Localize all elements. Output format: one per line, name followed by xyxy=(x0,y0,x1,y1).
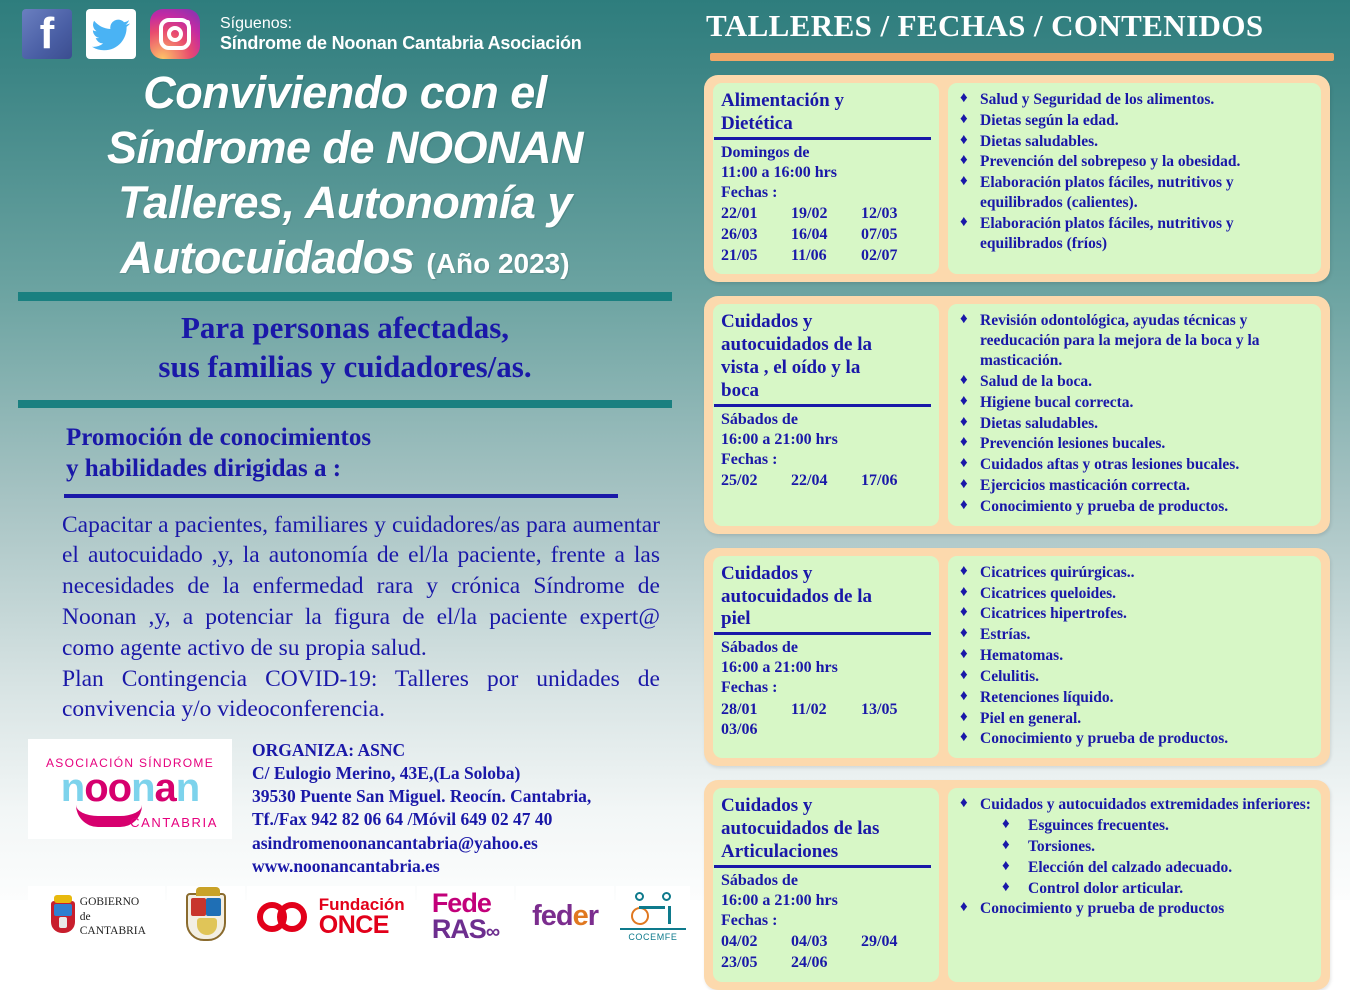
workshop-date: 13/05 xyxy=(861,700,898,718)
workshop-schedule xyxy=(721,871,931,931)
workshop-dates-label: Fechas : xyxy=(721,911,778,929)
title-line-4 xyxy=(14,231,676,286)
workshop-content-item: ♦ Cuidados y autocuidados extremidades inferiores: xyxy=(952,795,1315,815)
workshop-title-line: Cuidados y xyxy=(721,795,813,817)
workshop-schedule xyxy=(721,410,931,470)
workshop-title-underline xyxy=(714,137,931,140)
workshop-content-item: ♦ Dietas según la edad. xyxy=(952,111,1315,131)
workshop-title xyxy=(721,311,931,402)
workshop-dates xyxy=(721,700,931,742)
facebook-f-glyph: f xyxy=(39,9,55,58)
right-column xyxy=(690,0,1350,971)
cocemfe-text: COCEMFE xyxy=(620,928,686,942)
workshop-date: 25/02 xyxy=(721,472,758,490)
workshop-schedule xyxy=(721,638,931,698)
social-bar xyxy=(0,0,690,62)
workshop-content-list xyxy=(952,795,1315,919)
organizer-line-1: ORGANIZA: ASNC xyxy=(252,740,406,761)
workshop-title xyxy=(721,795,931,863)
workshop-content-item: ♦ Cicatrices hipertrofes. xyxy=(952,604,1315,624)
workshop-day: Sábados de xyxy=(721,410,798,428)
workshop-day: Domingos de xyxy=(721,143,810,161)
workshop-date xyxy=(861,953,931,974)
promo-line-2: y habilidades dirigidas a : xyxy=(66,455,342,483)
workshop-hours: 16:00 a 21:00 hrs xyxy=(721,659,838,677)
social-account-name: Síndrome de Noonan Cantabria Asociación xyxy=(220,32,582,53)
once-text xyxy=(319,896,405,938)
title-year: (Año 2023) xyxy=(426,247,570,279)
cantabria-shield-icon xyxy=(51,901,75,933)
subtitle-line-2: sus familias y cuidadores/as. xyxy=(158,348,532,384)
organizer-line-4: Tf./Fax 942 82 06 64 /Móvil 649 02 47 40 xyxy=(252,809,553,830)
title-line-2: Síndrome de NOONAN xyxy=(106,121,584,173)
workshop-title-line: piel xyxy=(721,608,751,630)
workshop-card xyxy=(704,548,1330,766)
workshop-content-item: ♦ Dietas saludables. xyxy=(952,414,1315,434)
title-line-3: Talleres, Autonomía y xyxy=(118,176,572,228)
workshop-content-item: ♦ Cuidados aftas y otras lesiones bucales. xyxy=(952,455,1315,475)
organizer-block xyxy=(0,725,690,878)
workshop-content-list xyxy=(952,563,1315,749)
workshop-date xyxy=(791,720,861,741)
workshop-content-item: ♦ Ejercicios masticación correcta. xyxy=(952,476,1315,496)
cocemfe-logo xyxy=(616,886,690,948)
workshop-date-row xyxy=(721,720,931,741)
workshop-date: 23/05 xyxy=(721,953,758,971)
page-title xyxy=(0,62,690,286)
instagram-lens xyxy=(167,26,183,42)
workshop-content-item: ♦ Elección del calzado adecuado. xyxy=(952,858,1315,878)
workshop-content-item: ♦ Celulitis. xyxy=(952,667,1315,687)
workshop-content-item: ♦ Elaboración platos fáciles, nutritivos y equilibrados (calientes). xyxy=(952,173,1315,213)
workshop-date: 29/04 xyxy=(861,933,898,951)
facebook-icon[interactable] xyxy=(22,9,72,59)
workshop-content-item: ♦ Elaboración platos fáciles, nutritivos y equilibrados (fríos) xyxy=(952,214,1315,254)
workshop-dates-label: Fechas : xyxy=(721,183,778,201)
footer-logos xyxy=(0,878,690,948)
promo-line-1: Promoción de conocimientos xyxy=(66,423,372,451)
instagram-icon[interactable] xyxy=(150,9,200,59)
workshop-date: 22/04 xyxy=(791,472,828,490)
workshop-date-row xyxy=(721,471,931,492)
federas-line-1: Fede xyxy=(431,888,491,919)
workshop-content-item: ♦ Estrías. xyxy=(952,625,1315,645)
once-line-1: Fundación xyxy=(318,894,405,914)
workshop-date: 11/06 xyxy=(791,246,827,264)
workshop-content-item: ♦ Salud de la boca. xyxy=(952,372,1315,392)
logo-top-text: ASOCIACIÓN SÍNDROME xyxy=(45,756,215,771)
workshop-content-item: ♦ Retenciones líquido. xyxy=(952,688,1315,708)
feder-logo xyxy=(516,886,614,948)
workshop-title-line: vista , el oído y la xyxy=(721,357,861,379)
escudo-logo xyxy=(167,886,245,948)
workshop-date: 02/07 xyxy=(861,246,898,264)
workshop-title-line: boca xyxy=(721,379,759,401)
workshop-date: 19/02 xyxy=(791,205,828,223)
workshop-date: 28/01 xyxy=(721,700,758,718)
workshop-date: 04/02 xyxy=(721,933,758,951)
workshop-card-contents xyxy=(948,83,1321,274)
federas-text xyxy=(431,888,500,944)
workshop-date: 17/06 xyxy=(861,472,898,490)
workshop-dates xyxy=(721,471,931,492)
workshop-content-item: ♦ Cicatrices quirúrgicas.. xyxy=(952,563,1315,583)
workshop-card xyxy=(704,780,1330,989)
workshop-hours: 11:00 a 16:00 hrs xyxy=(721,163,837,181)
workshop-dates xyxy=(721,204,931,266)
feder-text: feder xyxy=(532,900,599,933)
federas-line-2: RAS∞ xyxy=(431,913,500,944)
gobierno-de-cantabria-logo xyxy=(28,886,165,948)
workshop-content-item: ♦ Esguinces frecuentes. xyxy=(952,816,1315,836)
cocemfe-figures-icon xyxy=(629,892,677,926)
workshop-hours: 16:00 a 21:00 hrs xyxy=(721,891,838,909)
gobierno-line-1: GOBIERNO xyxy=(79,896,140,909)
workshop-content-list xyxy=(952,311,1315,516)
workshop-date-row xyxy=(721,953,931,974)
workshop-title-line: autocuidados de la xyxy=(721,334,872,356)
divider-teal-top xyxy=(18,292,672,301)
workshop-dates xyxy=(721,932,931,974)
subtitle-line-1: Para personas afectadas, xyxy=(180,309,510,345)
follow-label: Síguenos: xyxy=(220,14,293,32)
gobierno-line-2: de xyxy=(79,910,91,923)
workshop-title-underline xyxy=(714,865,931,868)
workshop-title-line: Dietética xyxy=(721,112,793,134)
workshop-title-underline xyxy=(714,632,931,635)
workshop-hours: 16:00 a 21:00 hrs xyxy=(721,430,838,448)
organizer-line-2: C/ Eulogio Merino, 43E,(La Soloba) xyxy=(252,763,521,784)
once-line-2: ONCE xyxy=(318,910,389,939)
gobierno-line-3: CANTABRIA xyxy=(79,924,146,937)
workshop-content-item: ♦ Higiene bucal correcta. xyxy=(952,393,1315,413)
workshop-title xyxy=(721,563,931,631)
federas-line-2-text: RAS xyxy=(431,913,486,944)
workshop-date: 11/02 xyxy=(791,700,827,718)
workshop-card-info xyxy=(713,788,939,981)
workshop-card-info xyxy=(713,556,939,758)
subtitle xyxy=(0,301,690,394)
workshop-content-item: ♦ Hematomas. xyxy=(952,646,1315,666)
workshop-content-item: ♦ Piel en general. xyxy=(952,709,1315,729)
workshop-content-item: ♦ Conocimiento y prueba de productos. xyxy=(952,729,1315,749)
organizer-website[interactable]: www.noonancantabria.es xyxy=(252,855,440,876)
workshop-card-contents xyxy=(948,556,1321,758)
workshop-cards-container xyxy=(694,75,1338,990)
once-rings-icon xyxy=(257,899,313,935)
workshop-date-row xyxy=(721,700,931,721)
workshop-date-row xyxy=(721,204,931,225)
logo-wordmark: noonan xyxy=(60,766,200,811)
workshop-card xyxy=(704,75,1330,282)
workshop-card xyxy=(704,296,1330,533)
workshop-card-info xyxy=(713,304,939,525)
workshop-content-item: ♦ Salud y Seguridad de los alimentos. xyxy=(952,90,1315,110)
noonan-cantabria-logo xyxy=(28,739,232,839)
title-line-1: Conviviendo con el xyxy=(143,67,547,118)
workshop-title-line: Alimentación y xyxy=(721,90,844,111)
workshop-title-line: autocuidados de la xyxy=(721,585,872,607)
workshop-date: 04/03 xyxy=(791,933,828,951)
workshop-title-underline xyxy=(714,404,931,407)
workshop-content-item: ♦ Torsiones. xyxy=(952,837,1315,857)
social-text xyxy=(220,15,582,53)
fundacion-once-logo xyxy=(247,886,415,948)
workshop-content-item: ♦ Cicatrices queloides. xyxy=(952,584,1315,604)
workshop-content-item: ♦ Dietas saludables. xyxy=(952,132,1315,152)
workshop-title-line: Cuidados y xyxy=(721,311,813,333)
workshop-schedule xyxy=(721,143,931,203)
organizer-email[interactable]: asindromenoonancantabria@yahoo.es xyxy=(252,832,538,853)
workshop-dates-label: Fechas : xyxy=(721,679,778,697)
promo-heading xyxy=(0,408,690,485)
workshop-content-item: ♦ Conocimiento y prueba de productos. xyxy=(952,497,1315,517)
workshop-content-item: ♦ Prevención del sobrepeso y la obesidad. xyxy=(952,152,1315,172)
gobierno-text xyxy=(80,895,146,938)
workshop-content-item: ♦ Control dolor articular. xyxy=(952,879,1315,899)
workshop-date: 12/03 xyxy=(861,205,898,223)
right-heading: TALLERES / FECHAS / CONTENIDOS xyxy=(706,8,1264,43)
workshop-date: 26/03 xyxy=(721,225,758,243)
workshop-card-contents xyxy=(948,788,1321,981)
workshop-date: 21/05 xyxy=(721,246,758,264)
workshop-content-item: ♦ Revisión odontológica, ayudas técnicas y reeducación para la mejora de la boca y la masticación. xyxy=(952,311,1315,370)
instagram-dot xyxy=(185,20,190,25)
workshop-day: Sábados de xyxy=(721,871,798,889)
workshop-date xyxy=(861,720,931,741)
workshop-card-contents xyxy=(948,304,1321,525)
workshop-dates-label: Fechas : xyxy=(721,450,778,468)
workshop-content-item: ♦ Prevención lesiones bucales. xyxy=(952,434,1315,454)
workshop-date: 07/05 xyxy=(861,225,898,243)
organizer-info xyxy=(232,739,591,878)
body-text xyxy=(0,498,690,725)
workshop-date-row xyxy=(721,932,931,953)
workshop-day: Sábados de xyxy=(721,639,798,657)
workshop-title-line: Cuidados y xyxy=(721,562,813,584)
workshop-card-info xyxy=(713,83,939,274)
organizer-line-3: 39530 Puente San Miguel. Reocín. Cantabria, xyxy=(252,786,592,807)
workshop-title-line: Articulaciones xyxy=(721,840,839,862)
left-column xyxy=(0,0,690,944)
workshop-title xyxy=(721,90,931,136)
workshop-title-line: autocuidados de las xyxy=(721,817,880,839)
escudo-shield-icon xyxy=(186,893,226,941)
workshop-date: 22/01 xyxy=(721,205,758,223)
divider-teal-bottom xyxy=(18,400,672,408)
workshop-date-row xyxy=(721,225,931,246)
body-paragraph-2: Plan Contingencia COVID-19: Talleres por unidades de convivencia y/o videoconferencia. xyxy=(62,665,660,723)
federas-logo xyxy=(417,886,515,948)
workshop-date-row xyxy=(721,246,931,267)
workshop-date: 24/06 xyxy=(791,953,828,971)
title-line-4-text: Autocuidados xyxy=(120,231,415,283)
body-paragraph-1: Capacitar a pacientes, familiares y cuidadores/as para aumentar el autocuidado ,y, la autonomía de el/la paciente, frente a las necesidades de la enfermedad rara y crónica Síndrome de Noonan ,y, a potenciar la figura de el/la paciente expert@ como agente activo de su propia salud. xyxy=(62,511,660,661)
logo-bottom-text: CANTABRIA xyxy=(130,815,218,831)
divider-orange xyxy=(710,53,1334,61)
workshop-date: 16/04 xyxy=(791,225,828,243)
workshop-date: 03/06 xyxy=(721,721,758,739)
workshop-content-list xyxy=(952,90,1315,254)
twitter-icon[interactable] xyxy=(86,9,136,59)
workshop-content-item: ♦ Conocimiento y prueba de productos xyxy=(952,899,1315,919)
